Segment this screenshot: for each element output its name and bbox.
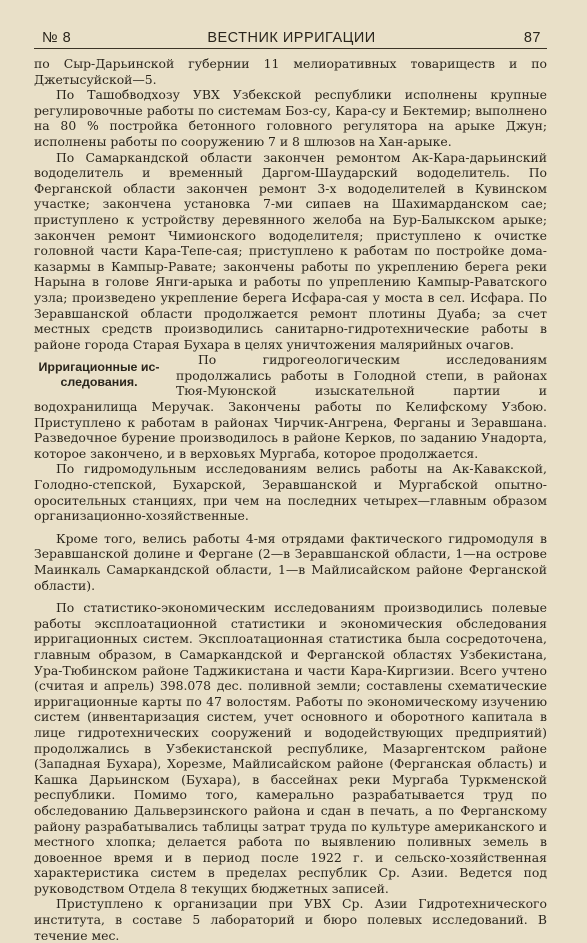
paragraph: По гидрогеологическим исследованиям продолжались работы в Голодной степи, в районах Тюя-Муюнской изыскательной партии и водохранилища Меручак. Закончены работы по Келифскому Узбою. Приступлено к работам в районах Чирчик-Ангрена, Ферганы и Зеравшана. Разведочное бурение производилось в районе Керков, по заданию Унадорта, которое закончено, и в верховьях Мургаба, которое продолжается. xyxy=(34,352,547,461)
journal-title: ВЕСТНИК ИРРИГАЦИИ xyxy=(207,30,376,46)
side-heading-line: следования. xyxy=(60,375,138,390)
paragraph: По статистико-экономическим исследованиям производились полевые работы эксплоатационной статистики и экономическия обследования ирригационных систем. Эксплоатационная статистика была сосредоточена, главным образом, в Самаркандской и Ферганской областях Узбекистана, Ура-Тюбинском районе Таджикистана и части Кара-Киргизии. Всего учтено (считая и апрель) 398.078 дес. поливной земли; составлены схематические ирригационные карты по 47 волостям. Работы по экономическому изучению систем (инвентаризация систем, учет основного и оборотного капитала в лице гидротехнических сооружений и вододействующих предприятий) продолжались в Узбекистанской республике, Мазаргентском районе (Западная Бухара), Хорезме, Майлисайском районе (Ферганская область) и Кашка Дарьинском (Бухара), в бассейнах реки Мургаба Туркменской республики. Помимо того, камерально разрабатывается труд по обследованию Дальверзинского района и сдан в печать, а по Ферганскому району разрабатывались таблицы затрат труда по культуре американского и местного хлопка; делается работа по выявлению поливных земель в довоенное время и в период после 1922 г. и сельско-хозяйственная характеристика систем в пределах республик Ср. Азии. Ведется под руководством Отдела 8 текущих бюджетных записей. xyxy=(34,600,547,896)
paragraph: по Сыр-Дарьинской губернии 11 мелиоративных товариществ и по Джетысуйской—5. xyxy=(34,56,547,87)
paragraph: Кроме того, велись работы 4-мя отрядами фактического гидромодуля в Зеравшанской долине и Фергане (2—в Зеравшанской области, 1—на острове Маинкаль Самаркандской области, 1—в Майлисайском районе Ферганской области). xyxy=(34,530,547,593)
paragraph: Приступлено к организации при УВХ Ср. Азии Гидротехнического института, в составе 5 лабораторий и бюро полевых исследований. В течение мес. xyxy=(34,896,547,943)
page-number: 87 xyxy=(523,30,541,46)
paragraph: По Самаркандской области закончен ремонтом Ак-Кара-дарьинский вододелитель и временный Даргом-Шаударский вододелитель. По Ферганской области закончен ремонт 3-х вододелителей в Кувинском участке; закончена установка 7-ми сипаев на Шахимарданском сае; приступлено к устройству деревянного желоба на Бур-Балыкском арыке; закончен ремонт Чимионского вододелителя; приступлено к очистке головной части Кара-Тепе-сая; приступлено к работам по постройке дома-казармы в Кампыр-Равате; закончены работы по укреплению берега реки Нарына в голове Янги-арыка и работы по упреплению Кампыр-Раватского узла; произведено укрепление берега Исфара-сая у моста в сел. Исфара. По Зеравшанской области продолжается ремонт плотины Дуаба; за счет местных средств производились санитарно-гидротехнические работы в районе города Старая Бухара в целях уничтожения малярийных очагов. xyxy=(34,149,547,352)
side-heading-line: Ирригационные ис- xyxy=(38,360,160,375)
paragraph: По Ташобводхозу УВХ Узбекской республики исполнены крупные регулировочные работы по системам Боз-су, Кара-су и Бектемир; выполнено на 80 % постройка бетонного головного регулятора на арыке Джун; исполнены работы по сооружению 7 и 8 шлюзов на Хан-арыке. xyxy=(34,87,547,149)
article-body xyxy=(34,56,547,943)
issue-number: № 8 xyxy=(42,30,72,46)
running-header xyxy=(34,30,547,49)
section-side-heading xyxy=(34,360,164,390)
paragraph: По гидромодульным исследованиям велись работы на Ак-Кавакской, Голодно-степской, Бухарской, Зеравшанской и Мургабской опытно-оросительных станциях, при чем на последних четырех—главным образом организационно-хозяйственные. xyxy=(34,461,547,524)
